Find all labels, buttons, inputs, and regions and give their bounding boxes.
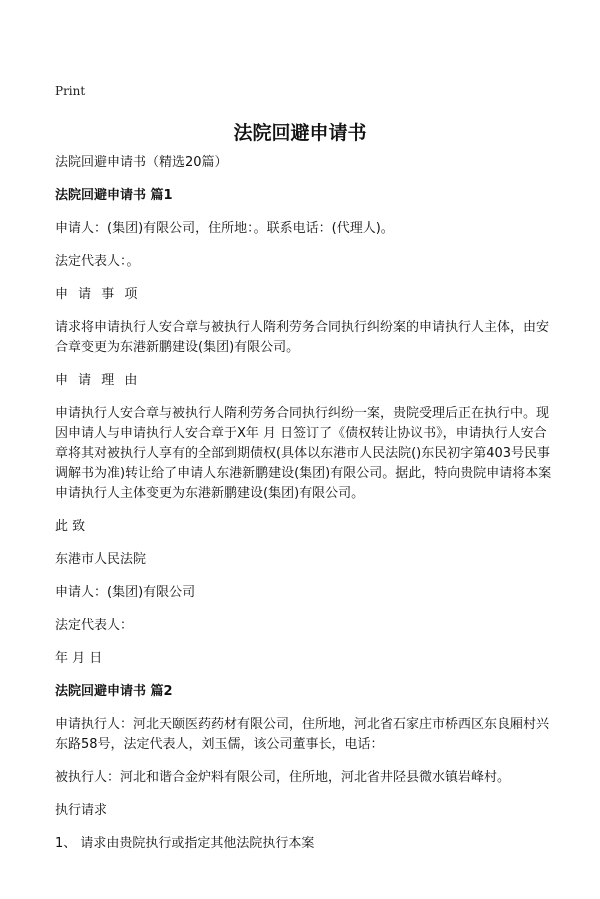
subtitle-paragraph: 法院回避申请书（精选20篇） [55, 155, 228, 170]
request-paragraph: 请求将申请执行人安合章与被执行人隋利劳务合同执行纠纷案的申请执行人主体，由安合章变更为东港新鹏建设(集团)有限公司。 [55, 320, 550, 355]
print-link[interactable]: Print [55, 84, 86, 98]
section-heading-2: 法院回避申请书 篇2 [55, 684, 173, 699]
reason-paragraph: 申请执行人安合章与被执行人隋利劳务合同执行纠纷一案，贵院受理后正在执行中。现因申请人与申请执行人安合章于X年 月 日签订了《债权转让协议书》，申请执行人安合章将其对被执行人享有的全部到期债权(具体以东港市人民法院()东民初字第403号民事调解书为准)转让给了申请人东港新鹏建设(集团)有限公司。据此，特向贵院申请将本案申请执行人主体变更为东港新鹏建设(集团)有限公司。 [55, 406, 552, 501]
execution-applicant-paragraph: 申请执行人：河北天颐医药药材有限公司，住所地，河北省石家庄市桥西区东良厢村兴东路58号，法定代表人，刘玉儒，该公司董事长，电话： [55, 717, 550, 752]
execution-request-item-1: 1、 请求由贵院执行或指定其他法院执行本案 [55, 836, 315, 851]
execution-request-heading: 执行请求 [55, 803, 108, 818]
request-heading: 申 请 事 项 [55, 287, 141, 302]
reason-heading: 申 请 理 由 [55, 373, 141, 388]
respondent-paragraph: 被执行人：河北和谐合金炉料有限公司，住所地，河北省井陉县微水镇岩峰村。 [55, 770, 511, 785]
date-paragraph: 年 月 日 [55, 651, 103, 666]
legal-rep-paragraph: 法定代表人：。 [55, 254, 140, 269]
section-heading-1: 法院回避申请书 篇1 [55, 188, 173, 203]
court-name-paragraph: 东港市人民法院 [55, 552, 147, 567]
signature-applicant-paragraph: 申请人：(集团)有限公司 [55, 585, 196, 600]
salutation-paragraph: 此 致 [55, 519, 86, 534]
document-body [55, 153, 555, 867]
applicant-paragraph: 申请人：(集团)有限公司，住所地：。联系电话：(代理人)。 [55, 221, 394, 236]
signature-legal-rep-paragraph: 法定代表人： [55, 618, 134, 633]
document-title: 法院回避申请书 [233, 122, 367, 144]
